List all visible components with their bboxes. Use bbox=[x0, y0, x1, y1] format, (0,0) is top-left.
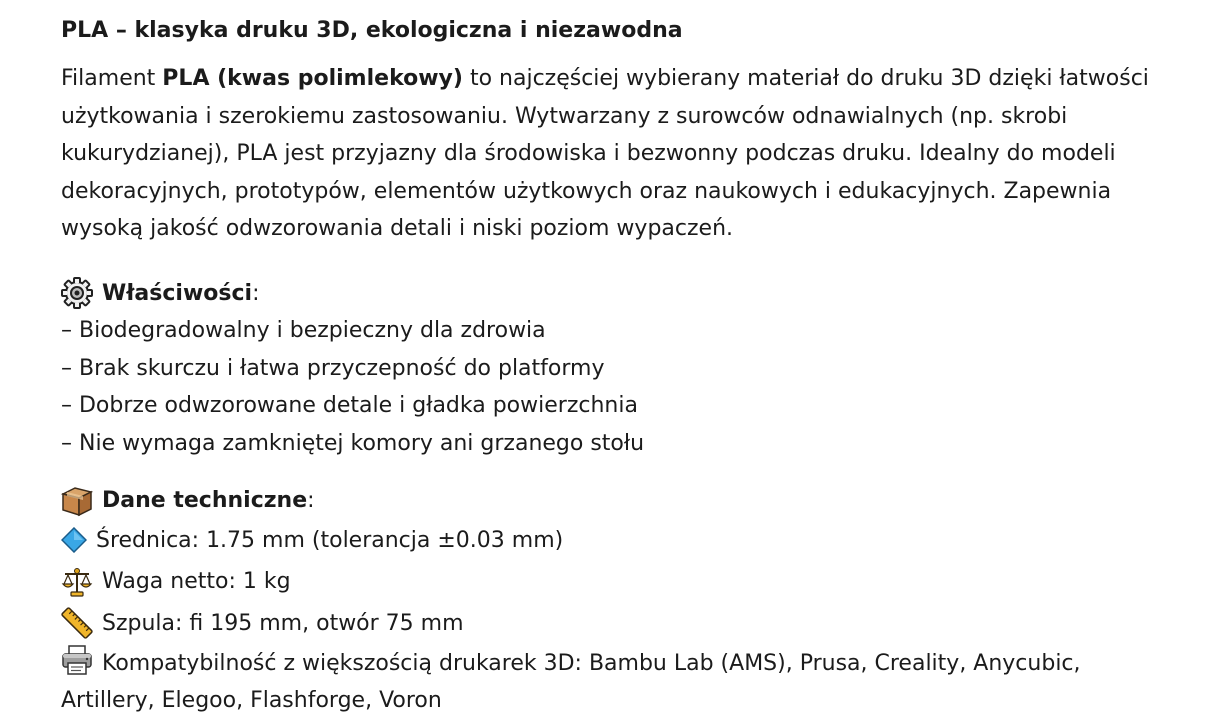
spec-item-spool bbox=[61, 603, 1181, 645]
product-description bbox=[61, 14, 1181, 719]
spec-text: Średnica: 1.75 mm (tolerancja ±0.03 mm) bbox=[96, 527, 564, 553]
specs-section bbox=[61, 482, 1181, 719]
specs-heading bbox=[61, 482, 1181, 520]
spec-item-compatibility bbox=[61, 644, 1181, 719]
spec-text: Szpula: fi 195 mm, otwór 75 mm bbox=[102, 610, 464, 636]
intro-prefix: Filament bbox=[61, 66, 163, 91]
properties-colon: : bbox=[252, 280, 260, 306]
spec-text: Kompatybilność z większością drukarek 3D: Bambu Lab (AMS), Prusa, Creality, Anycubic, Artillery, Elegoo, Flashforge, Voron bbox=[61, 651, 1081, 713]
gear-icon bbox=[61, 277, 93, 309]
intro-bold: PLA (kwas polimlekowy) bbox=[162, 66, 463, 91]
properties-heading bbox=[61, 275, 1181, 313]
spec-item-diameter bbox=[61, 520, 1181, 562]
property-item: – Biodegradowalny i bezpieczny dla zdrowia bbox=[61, 318, 546, 343]
ruler-icon bbox=[61, 607, 93, 639]
property-item: – Dobrze odwzorowane detale i gładka powierzchnia bbox=[61, 393, 638, 418]
property-item: – Nie wymaga zamkniętej komory ani grzanego stołu bbox=[61, 430, 645, 456]
intro-rest: to najczęściej wybierany materiał do druku 3D dzięki łatwości użytkowania i szerokiemu zastosowaniu. Wytwarzany z surowców odnawialnych (np. skrobi kukurydzianej), PLA jest przyjazny dla środowiska i bezwonny podczas druku. Idealny do modeli dekoracyjnych, prototypów, elementów użytkowych oraz naukowych i edukacyjnych. Zapewnia wysoką jakość odwzorowania detali i niski poziom wypaczeń. bbox=[61, 66, 1149, 241]
property-item: – Brak skurczu i łatwa przyczepność do platformy bbox=[61, 355, 605, 381]
package-icon bbox=[61, 485, 93, 517]
balance-scale-icon bbox=[61, 566, 93, 598]
intro-paragraph bbox=[61, 60, 1181, 248]
spec-text: Waga netto: 1 kg bbox=[102, 569, 291, 594]
specs-title: Dane techniczne bbox=[102, 488, 308, 513]
properties-title: Właściwości bbox=[102, 280, 253, 306]
specs-colon: : bbox=[307, 488, 315, 513]
printer-icon bbox=[61, 644, 93, 676]
page-title: PLA – klasyka druku 3D, ekologiczna i niezawodna bbox=[61, 18, 683, 43]
spec-item-weight bbox=[61, 561, 1181, 603]
properties-section bbox=[61, 275, 1181, 463]
blue-diamond-icon bbox=[61, 527, 87, 553]
